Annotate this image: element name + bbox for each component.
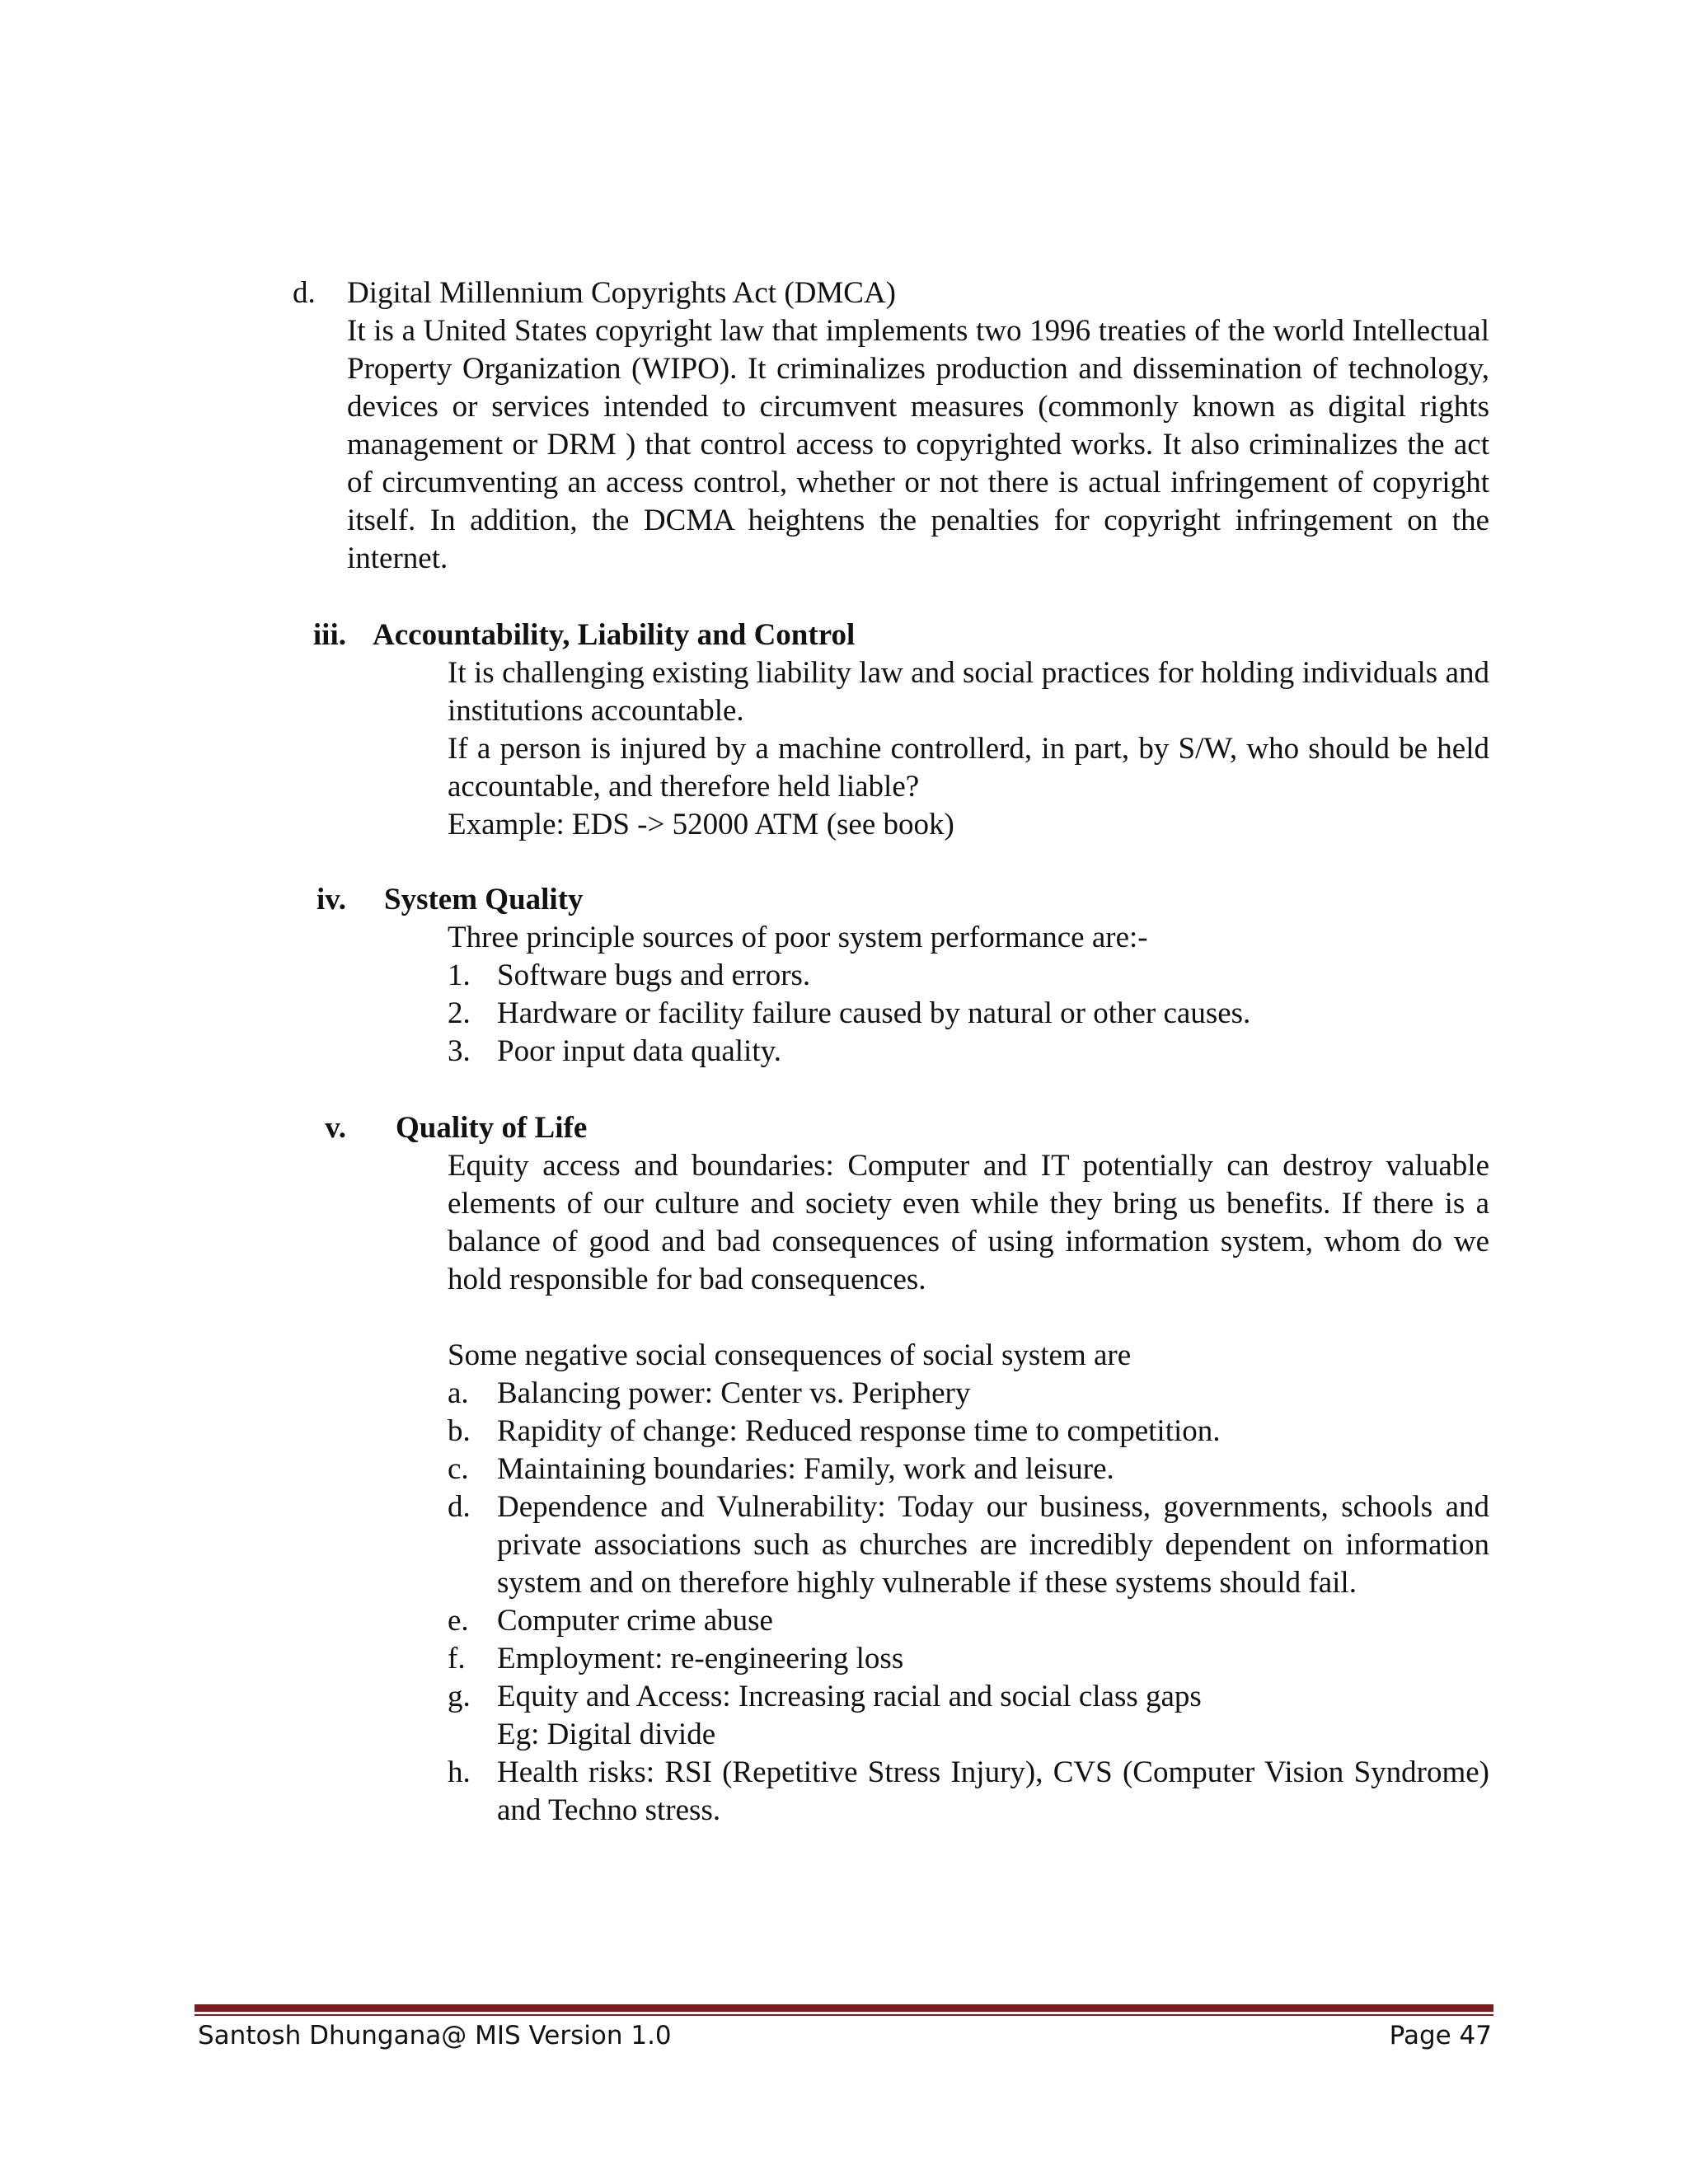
list-marker: a. bbox=[448, 1376, 469, 1410]
list-item bbox=[448, 995, 1489, 1033]
section-heading: Quality of Life bbox=[396, 1111, 588, 1145]
list-item bbox=[448, 1602, 1489, 1640]
list-marker: d. bbox=[448, 1490, 471, 1524]
footer-rule bbox=[195, 2004, 1493, 2012]
section-content bbox=[448, 919, 1489, 1071]
dmca-title: Digital Millennium Copyrights Act (DMCA) bbox=[347, 276, 896, 310]
lettered-list bbox=[448, 1375, 1489, 1830]
paragraph: It is challenging existing liability law and social practices for holding individuals and institutions accountable. bbox=[448, 656, 1489, 728]
list-marker: 3. bbox=[448, 1034, 471, 1068]
list-text: Health risks: RSI (Repetitive Stress Injury), CVS (Computer Vision Syndrome) and Techno stress. bbox=[497, 1755, 1489, 1827]
list-marker: b. bbox=[448, 1414, 471, 1448]
dmca-label: d. bbox=[293, 276, 316, 310]
paragraph: Some negative social consequences of social system are bbox=[448, 1338, 1132, 1372]
paragraph: If a person is injured by a machine controllerd, in part, by S/W, who should be held accountable, and therefore held liable? bbox=[448, 732, 1489, 804]
list-item bbox=[448, 1375, 1489, 1413]
list-item bbox=[448, 1488, 1489, 1602]
list-text: Poor input data quality. bbox=[497, 1034, 781, 1068]
list-text: Maintaining boundaries: Family, work and leisure. bbox=[497, 1452, 1114, 1486]
list-item bbox=[448, 1413, 1489, 1451]
list-text: Dependence and Vulnerability: Today our business, governments, schools and private associations such as churches are incredibly dependent on information system and on therefore highly vulnerable if these systems should fail. bbox=[497, 1490, 1489, 1600]
list-item bbox=[448, 1640, 1489, 1678]
list-item bbox=[448, 1451, 1489, 1488]
section-number: v. bbox=[325, 1111, 346, 1145]
section-number: iv. bbox=[316, 883, 346, 916]
section-number: iii. bbox=[312, 618, 346, 652]
list-text: Software bugs and errors. bbox=[497, 958, 811, 992]
paragraph: Three principle sources of poor system performance are:- bbox=[448, 921, 1148, 954]
list-item bbox=[448, 957, 1489, 995]
list-item bbox=[448, 1754, 1489, 1830]
section-heading: Accountability, Liability and Control bbox=[373, 618, 856, 652]
list-item bbox=[448, 1678, 1489, 1754]
footer-author: Santosh Dhungana@ MIS Version 1.0 bbox=[198, 2021, 672, 2050]
section-heading: System Quality bbox=[384, 883, 584, 916]
paragraph: Example: EDS -> 52000 ATM (see book) bbox=[448, 808, 954, 841]
dmca-body: It is a United States copyright law that implements two 1996 treaties of the world Intellectual Property Organization (WIPO). It criminalizes production and dissemination of technology, devices or services intended to circumvent measures (commonly known as digital rights management or DRM ) that control access to copyrighted works. It also criminalizes the act of circumventing an access control, whether or not there is actual infringement of copyright itself. In addition, the DCMA heightens the penalties for copyright infringement on the internet. bbox=[347, 314, 1489, 575]
list-text: Balancing power: Center vs. Periphery bbox=[497, 1376, 971, 1410]
list-marker: g. bbox=[448, 1680, 471, 1713]
list-marker: 2. bbox=[448, 996, 471, 1030]
paragraph: Equity access and boundaries: Computer and IT potentially can destroy valuable elements of our culture and society even while they bring us benefits. If there is a balance of good and bad consequences of using information system, whom do we hold responsible for bad consequences. bbox=[448, 1149, 1489, 1296]
section-content bbox=[448, 1147, 1489, 1830]
list-text: Computer crime abuse bbox=[497, 1604, 773, 1638]
page-number: Page 47 bbox=[1389, 2021, 1492, 2050]
section-content bbox=[448, 654, 1489, 844]
list-marker: e. bbox=[448, 1604, 469, 1638]
list-marker: c. bbox=[448, 1452, 469, 1486]
list-text: Equity and Access: Increasing racial and social class gaps bbox=[497, 1680, 1202, 1713]
list-text: Employment: re-engineering loss bbox=[497, 1642, 904, 1675]
list-text: Hardware or facility failure caused by natural or other causes. bbox=[497, 996, 1251, 1030]
list-subtext: Eg: Digital divide bbox=[497, 1718, 716, 1751]
list-marker: 1. bbox=[448, 958, 471, 992]
list-marker: f. bbox=[448, 1642, 466, 1675]
list-text: Rapidity of change: Reduced response time to competition. bbox=[497, 1414, 1221, 1448]
list-item bbox=[448, 1033, 1489, 1071]
list-marker: h. bbox=[448, 1755, 471, 1789]
numbered-list bbox=[448, 957, 1489, 1071]
